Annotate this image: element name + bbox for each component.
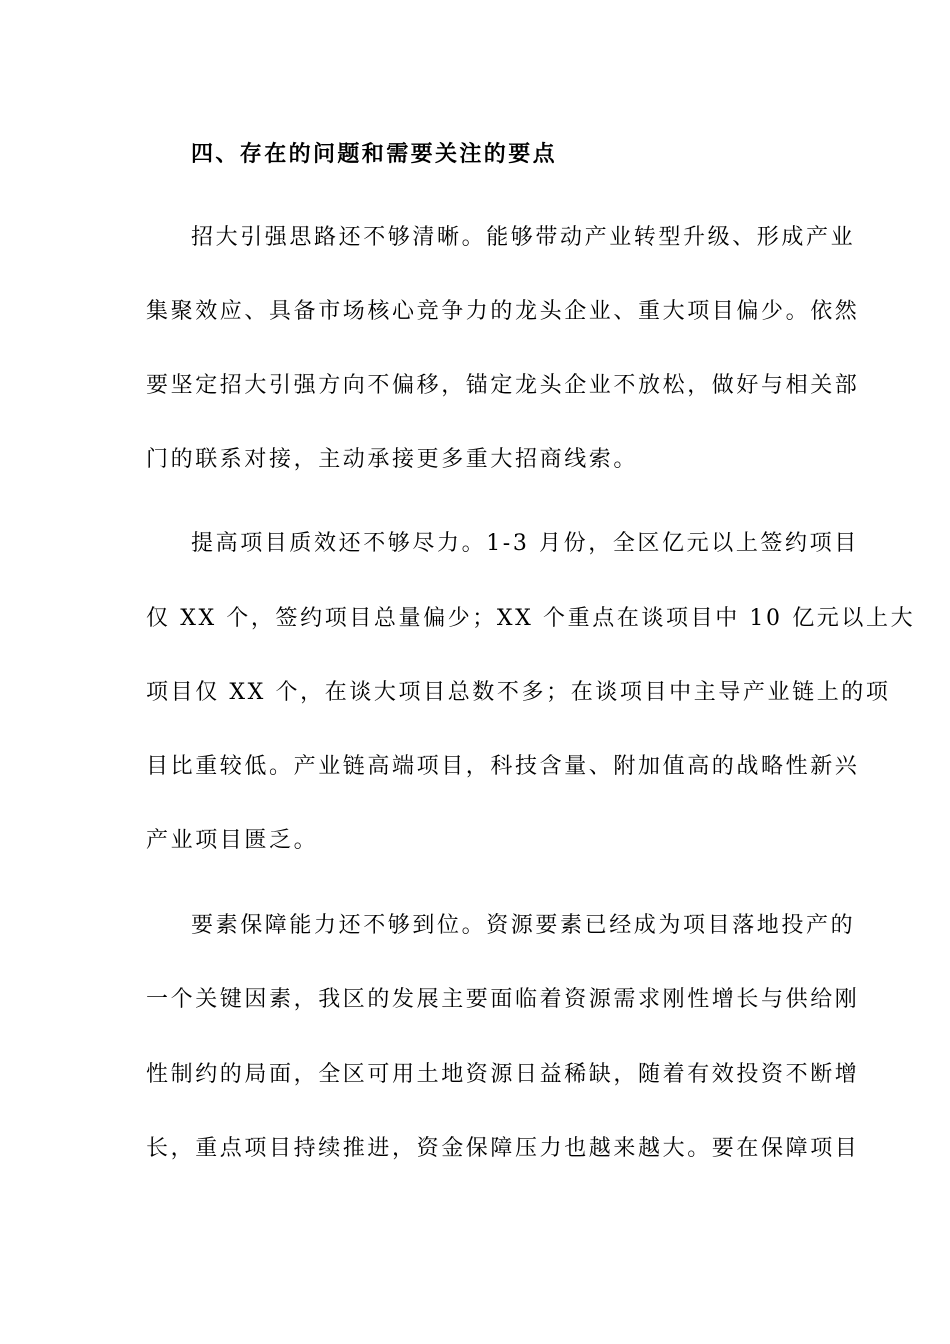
paragraph-1-line-2: 集聚效应、具备市场核心竞争力的龙头企业、重大项目偏少。依然: [146, 299, 860, 324]
section-heading: 四、存在的问题和需要关注的要点: [191, 141, 558, 167]
paragraph-3-line-3: 性制约的局面，全区可用土地资源日益稀缺，随着有效投资不断增: [146, 1062, 860, 1087]
paragraph-3-line-1: 要素保障能力还不够到位。资源要素已经成为项目落地投产的: [191, 913, 856, 938]
paragraph-1-line-3: 要坚定招大引强方向不偏移，锚定龙头企业不放松，做好与相关部: [146, 373, 860, 398]
paragraph-2-line-1: 提高项目质效还不够尽力。1-3 月份，全区亿元以上签约项目: [191, 531, 859, 556]
paragraph-2-line-3: 项目仅 XX 个，在谈大项目总数不多；在谈项目中主导产业链上的项: [146, 680, 891, 705]
paragraph-3-line-2: 一个关键因素，我区的发展主要面临着资源需求刚性增长与供给刚: [146, 987, 860, 1012]
paragraph-2-line-5: 产业项目匮乏。: [146, 828, 319, 853]
paragraph-1-line-1: 招大引强思路还不够清晰。能够带动产业转型升级、形成产业: [191, 225, 856, 250]
paragraph-2-line-2: 仅 XX 个，签约项目总量偏少；XX 个重点在谈项目中 10 亿元以上大: [146, 606, 916, 631]
paragraph-2-line-4: 目比重较低。产业链高端项目，科技含量、附加值高的战略性新兴: [146, 754, 860, 779]
paragraph-1-line-4: 门的联系对接，主动承接更多重大招商线索。: [146, 447, 639, 472]
paragraph-3-line-4: 长，重点项目持续推进，资金保障压力也越来越大。要在保障项目: [146, 1136, 860, 1161]
